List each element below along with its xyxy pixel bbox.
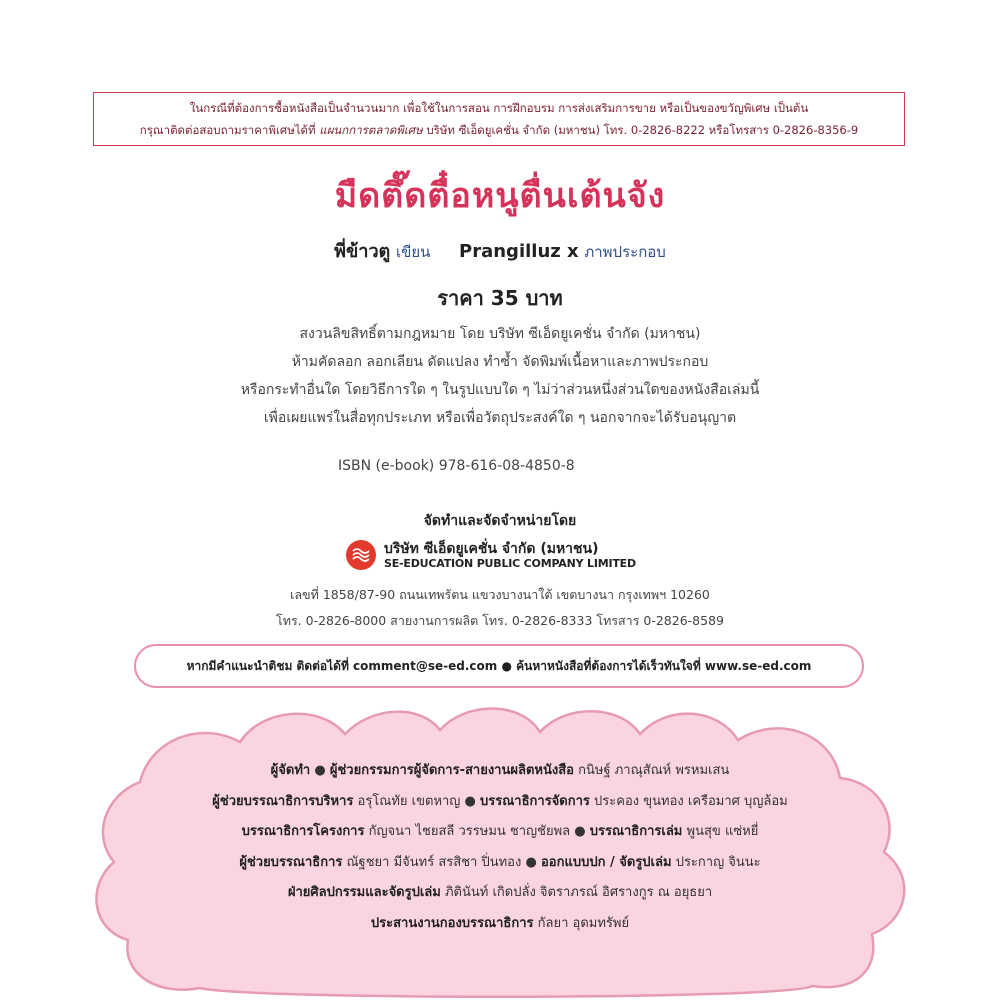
bulk-order-notice [93,92,905,146]
staff-names: ประคอง ขุนทอง เครือมาศ บุญล้อม [594,793,788,809]
contact-feedback: หากมีคำแนะนำติชม ติดต่อได้ที่ comment@se-ed.com [186,658,498,673]
book-credits [0,236,1000,265]
staff-bullet: ● [464,793,476,809]
illustrator-name: Prangilluz x [459,241,579,262]
contact-banner [134,644,864,688]
notice-line-2-post: บริษัท ซีเอ็ดยูเคชั่น จำกัด (มหาชน) โทร. 0-2826-8222 หรือโทรสาร 0-2826-8356-9 [426,123,859,137]
staff-bullet: ● [525,854,537,870]
staff-bullet: ● [574,824,586,839]
notice-line-2-pre: กรุณาติดต่อสอบถามราคาพิเศษได้ที่ [139,123,316,137]
staff-label: บรรณาธิการเล่ม [589,824,683,839]
publisher-block [346,538,666,572]
author-role: เขียน [395,243,431,261]
illustrator-role: ภาพประกอบ [584,243,666,261]
publisher-address [0,582,1000,634]
isbn: ISBN (e-book) 978-616-08-4850-8 [338,458,575,474]
book-price: ราคา 35 บาท [437,286,563,310]
publisher-name-th: บริษัท ซีเอ็ดยูเคชั่น จำกัด (มหาชน) [384,541,599,557]
staff-row [0,848,1000,879]
distribution-label: จัดทำและจัดจำหน่ายโดย [423,513,577,529]
staff-names: อรุโณทัย เขตหาญ [357,793,461,809]
staff-label: บรรณาธิการจัดการ [480,793,590,809]
staff-row [0,817,1000,848]
contact-website: ค้นหาหนังสือที่ต้องการได้เร็วทันใจที่ www.se-ed.com [516,658,812,673]
staff-row [0,909,1000,940]
notice-line-2 [100,119,898,141]
rights-line: ห้ามคัดลอก ลอกเลียน ดัดแปลง ทำซ้ำ จัดพิมพ์เนื้อหาและภาพประกอบ [291,354,709,370]
staff-names: กัลยา อุดมทรัพย์ [537,915,630,931]
staff-names: กัญจนา ไชยสลี วรรษมน ชาญชัยพล [368,824,571,839]
staff-credits [0,756,1000,939]
notice-line-1: ในกรณีที่ต้องการซื้อหนังสือเป็นจำนวนมาก เพื่อใช้ในการสอน การฝึกอบรม การส่งเสริมการขาย หรือเป็นของขวัญพิเศษ เป็นต้น [189,101,809,115]
staff-names: พูนสุข แซ่หยี่ [686,824,759,839]
staff-row [0,787,1000,818]
author-name: พี่ข้าวตู [334,241,391,262]
address-line: เลขที่ 1858/87-90 ถนนเทพรัตน แขวงบางนาใต้ เขตบางนา กรุงเทพฯ 10260 [290,587,710,602]
publisher-name-en: SE-EDUCATION PUBLIC COMPANY LIMITED [384,557,636,570]
staff-label: ประสานงานกองบรรณาธิการ [370,915,534,931]
staff-names: ประกาญ จินนะ [675,854,761,870]
staff-label: ฝ่ายศิลปกรรมและจัดรูปเล่ม [287,885,441,900]
contact-bullet: ● [501,659,512,673]
staff-names: ณัฐชยา มีจันทร์ สรสิชา ปิ่นทอง [346,854,522,870]
staff-label: บรรณาธิการโครงการ [241,824,365,839]
se-ed-logo-icon [346,540,376,570]
phone-line: โทร. 0-2826-8000 สายงานการผลิต โทร. 0-2826-8333 โทรสาร 0-2826-8589 [276,613,724,628]
rights-line: เพื่อเผยแพร่ในสื่อทุกประเภท หรือเพื่อวัตถุประสงค์ใด ๆ นอกจากจะได้รับอนุญาต [263,410,737,426]
notice-line-2-dept: แผนกการตลาดพิเศษ [319,123,423,137]
rights-line: สงวนลิขสิทธิ์ตามกฎหมาย โดย บริษัท ซีเอ็ดยูเคชั่น จำกัด (มหาชน) [299,326,701,342]
staff-label: ผู้ช่วยบรรณาธิการ [239,854,343,870]
book-title: มืดตึ๊ดตื๋อหนูตื่นเต้นจัง [334,176,666,216]
copyright-notice [0,320,1000,432]
staff-label: ออกแบบปก / จัดรูปเล่ม [540,854,672,870]
staff-names: กนิษฐ์ ภาณุสัณห์ พรหมเสน [578,763,730,778]
staff-row [0,878,1000,909]
staff-bullet: ● [314,763,326,778]
staff-label: ผู้จัดทำ [270,763,311,778]
staff-label: ผู้ช่วยกรรมการผู้จัดการ-สายงานผลิตหนังสือ [329,763,574,778]
staff-names: ภิตินันท์ เกิดปลั่ง จิตราภรณ์ อิศรางกูร ณ อยุธยา [444,885,713,900]
rights-line: หรือกระทำอื่นใด โดยวิธีการใด ๆ ในรูปแบบใด ๆ ไม่ว่าส่วนหนึ่งส่วนใดของหนังสือเล่มนี้ [240,382,760,398]
staff-row [0,756,1000,787]
staff-label: ผู้ช่วยบรรณาธิการบริหาร [212,793,354,809]
